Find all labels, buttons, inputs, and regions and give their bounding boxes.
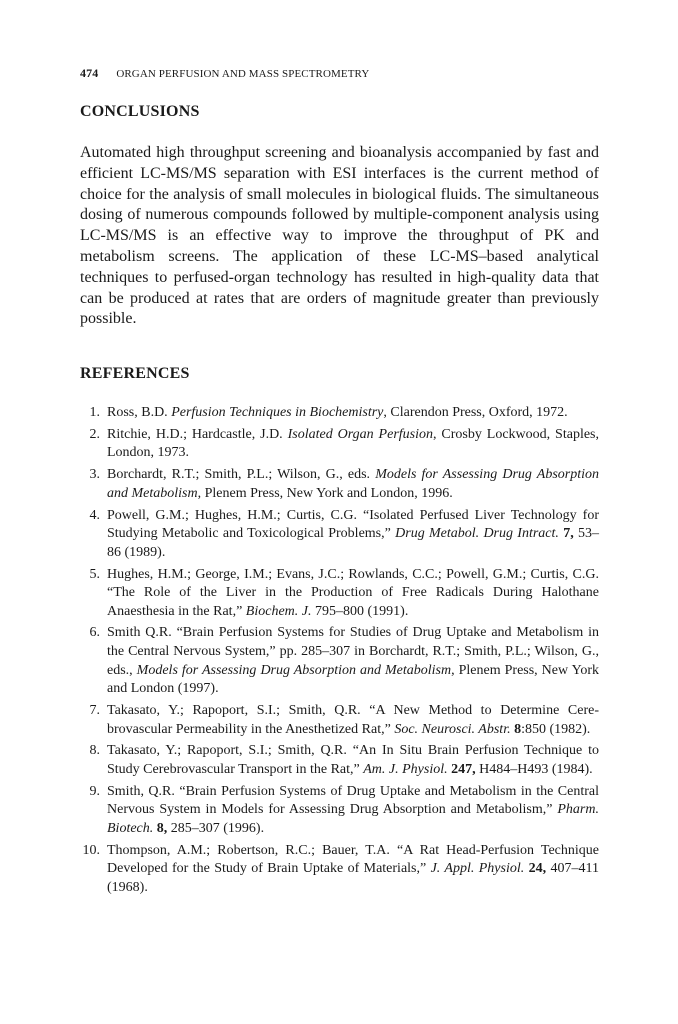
reference-source: J. Appl. Physiol. (430, 861, 525, 877)
reference-number: 8. (89, 743, 100, 759)
reference-number: 5. (89, 566, 100, 582)
reference-source: Am. J. Physiol. (363, 762, 448, 777)
reference-authors-title: Smith Q.R. “Brain Perfusion Systems for Studies of Drug Uptake and Metabolism in the Central Nervous System,” pp. 285–307 in Borchardt, R.T.; Smith, P.L.; Wilson, G., eds., (107, 625, 599, 678)
reference-details: , Plenem Press, New York and London (1997). (107, 662, 599, 697)
reference-authors-title: Smith, Q.R. “Brain Perfusion Systems of Drug Uptake and Metabolism in the Central Nervous System in Models for Assessing Drug Absorption and Metabolism,” (107, 783, 599, 818)
reference-item (80, 783, 599, 839)
reference-item (80, 426, 599, 463)
reference-item (80, 507, 599, 563)
reference-text (107, 625, 599, 696)
reference-authors-title: Powell, G.M.; Hughes, H.M.; Curtis, C.G. “Isolated Perfused Liver Technology for Studying Metabolic and Toxicological Problems,” (107, 507, 599, 542)
reference-details: , Crosby Lockwood, Staples, London, 1973. (107, 426, 599, 461)
reference-item (80, 702, 599, 739)
reference-volume: 24, (524, 861, 547, 877)
reference-number: 1. (89, 405, 100, 420)
reference-source: Models for Assessing Drug Absorption and Metabolism (107, 467, 599, 501)
reference-item (80, 404, 599, 423)
reference-details: , Clarendon Press, Oxford, 1972. (383, 405, 568, 420)
reference-item (80, 624, 599, 698)
reference-authors-title: Hughes, H.M.; George, I.M.; Evans, J.C.; Rowlands, C.C.; Powell, G.M.; Curtis, C.G. “The Role of the Liver in the Production of Free Radicals During Halothane Anaesthesia in the Rat,” (107, 566, 599, 619)
reference-authors-title: Ritchie, H.D.; Hardcastle, J.D. (107, 426, 288, 442)
reference-text (107, 743, 599, 777)
reference-volume: 247, (447, 762, 476, 777)
conclusions-paragraph: Automated high throughput screening and bioanalysis accompanied by fast and efficient LC-MS/MS separation with ESI interfaces is the current method of choice for the analysis of small molecules in biological fluids. The simultaneous dosing of numerous compounds followed by multiple-component analysis using LC-MS/MS is an effective way to improve the throughput of PK and metabolism screens. The application of these LC-MS–based analytical techniques to perfused-organ technology has resulted in high-quality data that can be produced at rates that are orders of magnitude greater than previously possible. (80, 144, 599, 328)
reference-details: 407–411 (1968). (107, 861, 599, 895)
reference-text (107, 467, 599, 501)
reference-number: 2. (89, 426, 100, 442)
reference-text (107, 405, 568, 420)
reference-text (107, 843, 599, 895)
reference-number: 10. (82, 842, 100, 858)
reference-item (80, 742, 599, 779)
reference-text (107, 508, 599, 560)
reference-details: 285–307 (1996). (167, 820, 265, 836)
reference-number: 4. (89, 507, 100, 523)
reference-volume: 7, (558, 526, 574, 542)
reference-text (107, 567, 599, 619)
references-heading: REFERENCES (80, 365, 190, 382)
reference-item (80, 842, 599, 898)
reference-authors-title: Borchardt, R.T.; Smith, P.L.; Wilson, G., eds. (107, 467, 376, 483)
reference-authors-title: Takasato, Y.; Rapoport, S.I.; Smith, Q.R. “An In Situ Brain Perfusion Technique to Study Cerebrovascular Transport in the Rat,” (107, 743, 599, 777)
reference-number: 3. (89, 467, 100, 483)
reference-details: 795–800 (1991). (311, 603, 409, 619)
reference-volume: 8, (153, 820, 168, 836)
reference-details: , Plenem Press, New York and London, 1996. (197, 485, 453, 501)
reference-authors-title: Ross, B.D. (107, 405, 172, 420)
reference-volume: 8 (510, 721, 522, 737)
reference-source: Biochem. J. (245, 603, 312, 619)
running-head (80, 66, 369, 81)
reference-source: Isolated Organ Perfusion (287, 426, 433, 442)
reference-text (107, 703, 599, 737)
reference-list (80, 404, 599, 901)
conclusions-heading: CONCLUSIONS (80, 103, 200, 120)
reference-number: 9. (89, 783, 100, 799)
reference-authors-title: Thompson, A.M.; Robertson, R.C.; Bauer, T.A. “A Rat Head-Perfusion Technique Developed for the Study of Brain Uptake of Materials,” (107, 842, 599, 877)
reference-source: Pharm. Biotech. (107, 802, 599, 836)
reference-text (107, 427, 599, 461)
reference-details: 53–86 (1989). (107, 526, 599, 560)
reference-details: H484–H493 (1984). (475, 762, 593, 777)
reference-item (80, 466, 599, 503)
reference-details: :850 (1982). (521, 721, 591, 737)
reference-number: 7. (89, 703, 100, 719)
reference-authors-title: Takasato, Y.; Rapoport, S.I.; Smith, Q.R. “A New Method to Determine Cerebrovascular Permeability in the Anesthetized Rat,” (107, 703, 599, 737)
reference-number: 6. (89, 625, 100, 641)
page-number: 474 (80, 66, 99, 80)
reference-source: Models for Assessing Drug Absorption and Metabolism (136, 662, 452, 678)
reference-source: Soc. Neurosci. Abstr. (394, 721, 511, 737)
running-title: ORGAN PERFUSION AND MASS SPECTROMETRY (116, 68, 370, 80)
reference-source: Perfusion Techniques in Biochemistry (171, 405, 384, 420)
reference-item (80, 566, 599, 622)
reference-source: Drug Metabol. Drug Intract. (395, 526, 559, 542)
reference-text (107, 784, 599, 836)
